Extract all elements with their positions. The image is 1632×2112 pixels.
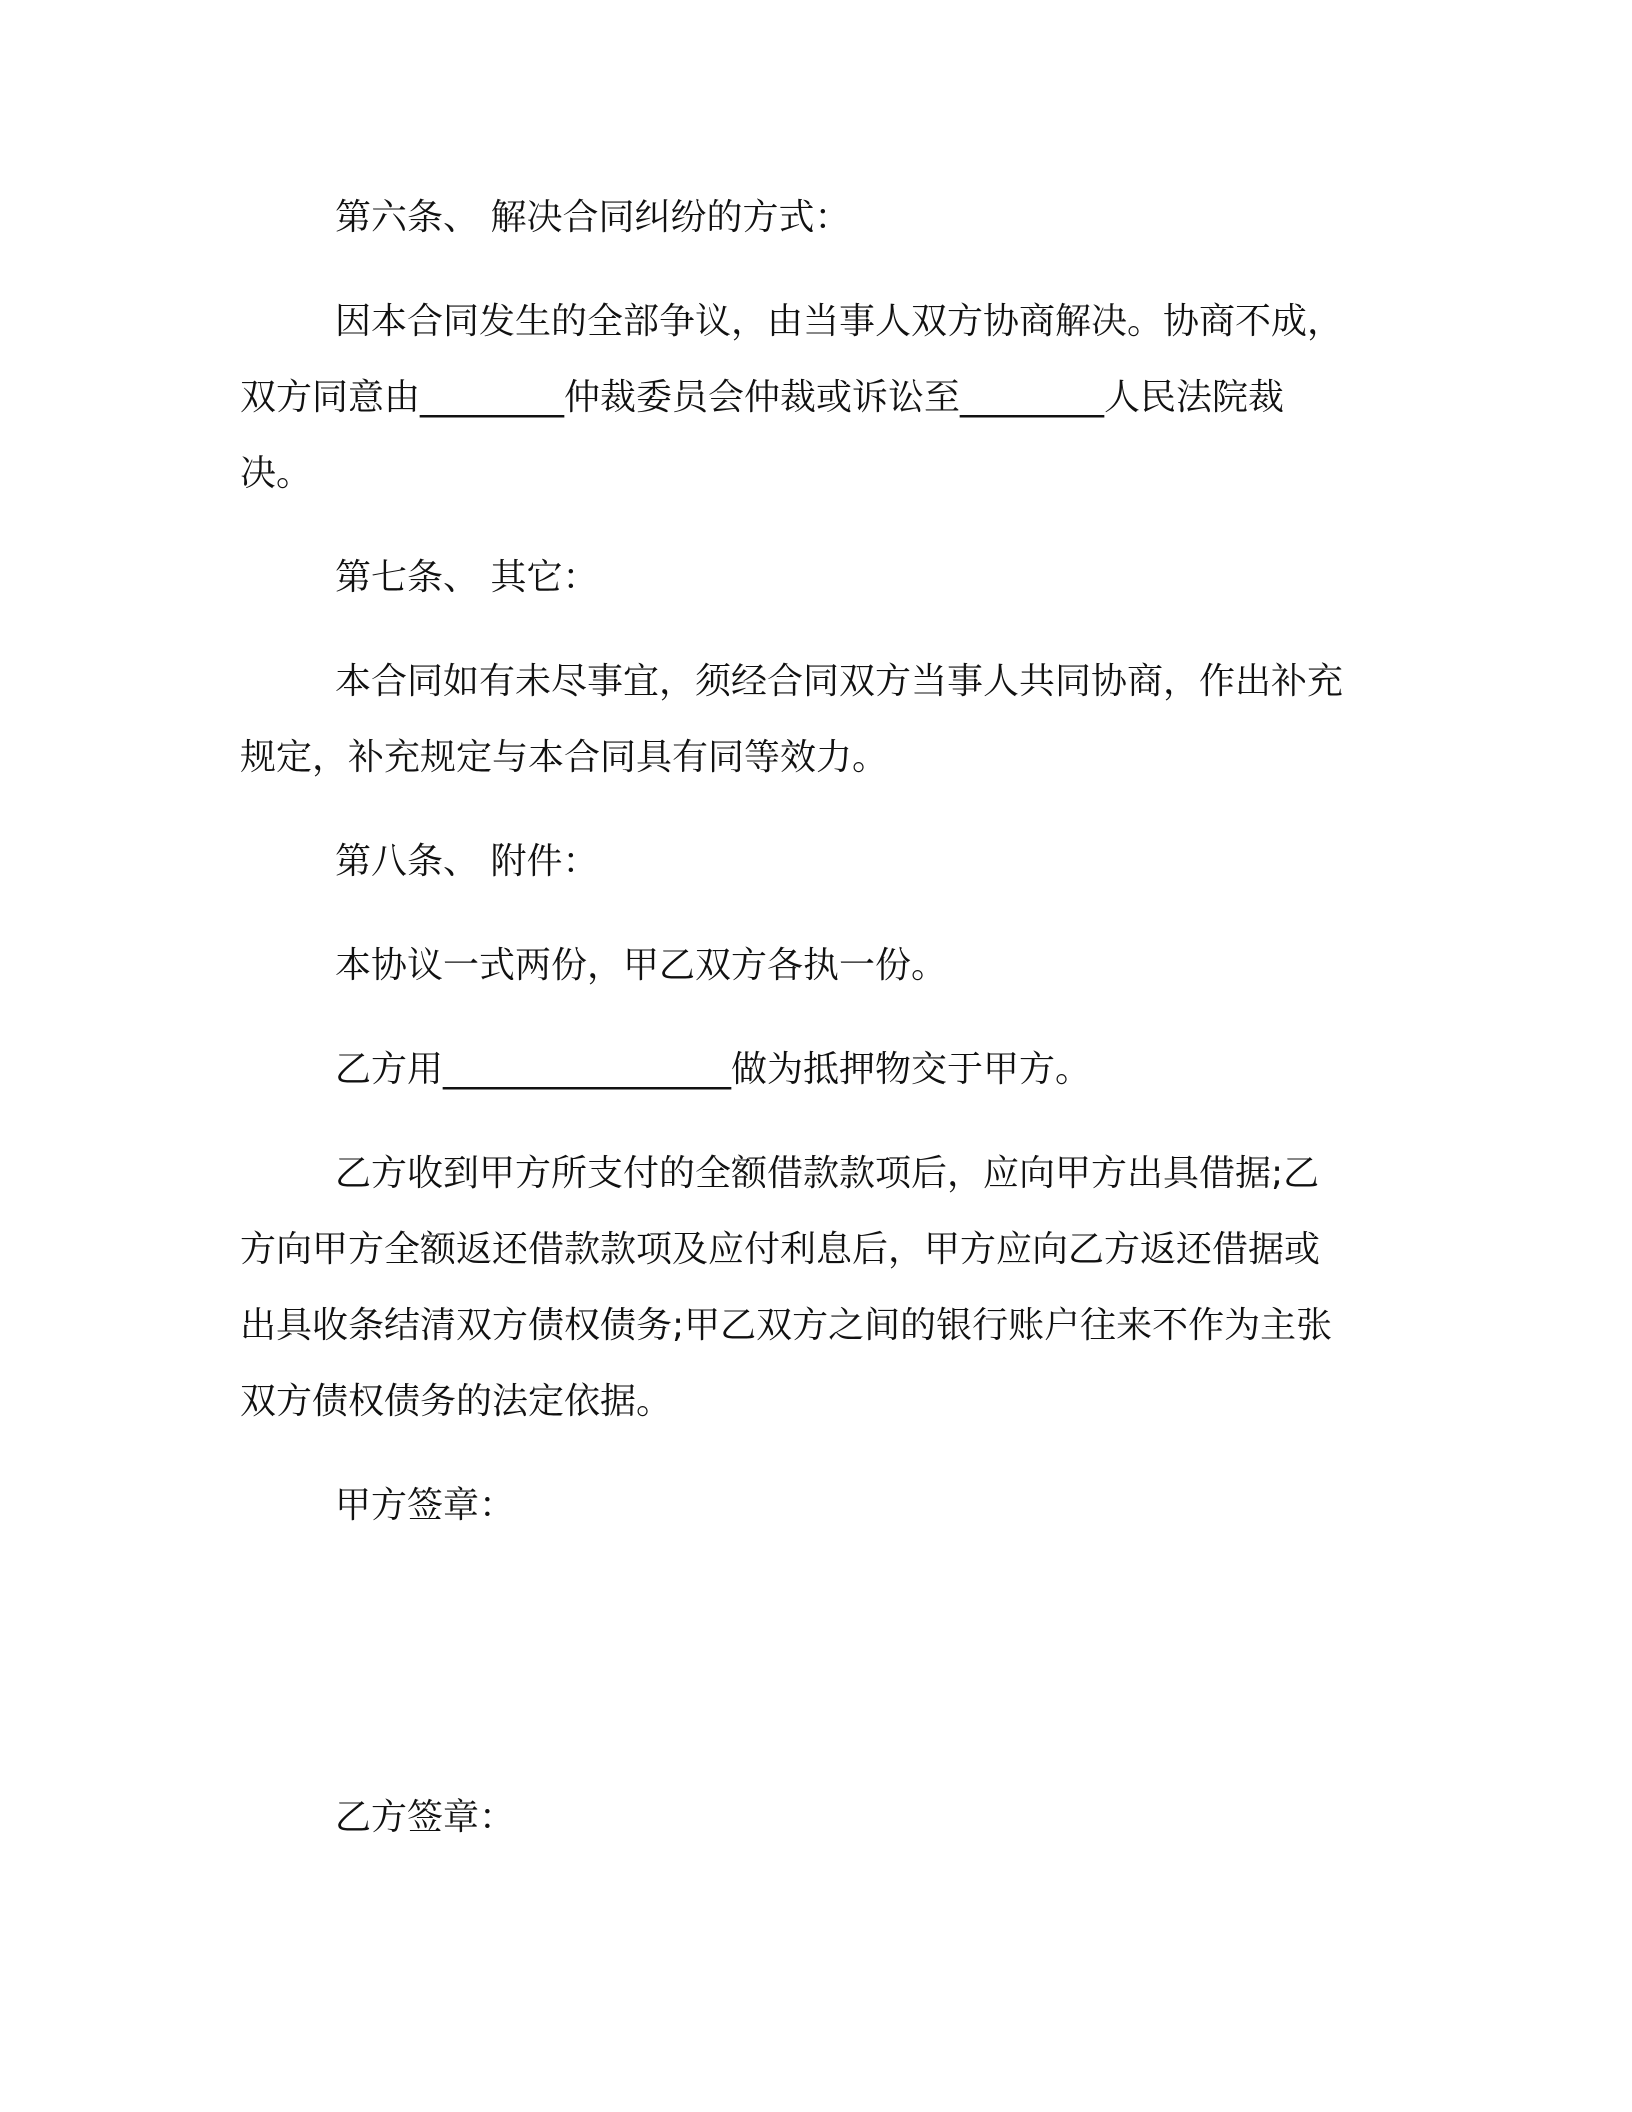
article6-line-3: 决。	[240, 453, 313, 494]
article8-paragraph-2: 乙方用________________做为抵押物交于甲方。	[335, 1049, 1092, 1090]
article7-line-1: 本合同如有未尽事宜，须经合同双方当事人共同协商，作出补充	[335, 661, 1344, 702]
article8-p3-line-2: 方向甲方全额返还借款款项及应付利息后，甲方应向乙方返还借据或	[240, 1229, 1321, 1270]
article8-heading: 第八条、 附件：	[335, 841, 599, 882]
article6-heading: 第六条、 解决合同纠纷的方式：	[335, 197, 851, 238]
article6-line-2: 双方同意由________仲裁委员会仲裁或诉讼至________人民法院裁	[240, 377, 1285, 418]
article8-p3-line-3: 出具收条结清双方债权债务;甲乙双方之间的银行账户往来不作为主张	[240, 1305, 1333, 1346]
article8-p3-line-4: 双方债权债务的法定依据。	[240, 1381, 673, 1422]
article7-heading: 第七条、 其它：	[335, 557, 599, 598]
article8-paragraph-1: 本协议一式两份，甲乙双方各执一份。	[335, 945, 948, 986]
article6-line-1: 因本合同发生的全部争议，由当事人双方协商解决。协商不成，	[335, 301, 1344, 342]
party-a-signature-label: 甲方签章：	[335, 1485, 516, 1526]
party-b-signature-label: 乙方签章：	[335, 1797, 516, 1838]
article8-p3-line-1: 乙方收到甲方所支付的全额借款款项后，应向甲方出具借据;乙	[335, 1153, 1320, 1194]
article7-line-2: 规定，补充规定与本合同具有同等效力。	[240, 737, 889, 778]
